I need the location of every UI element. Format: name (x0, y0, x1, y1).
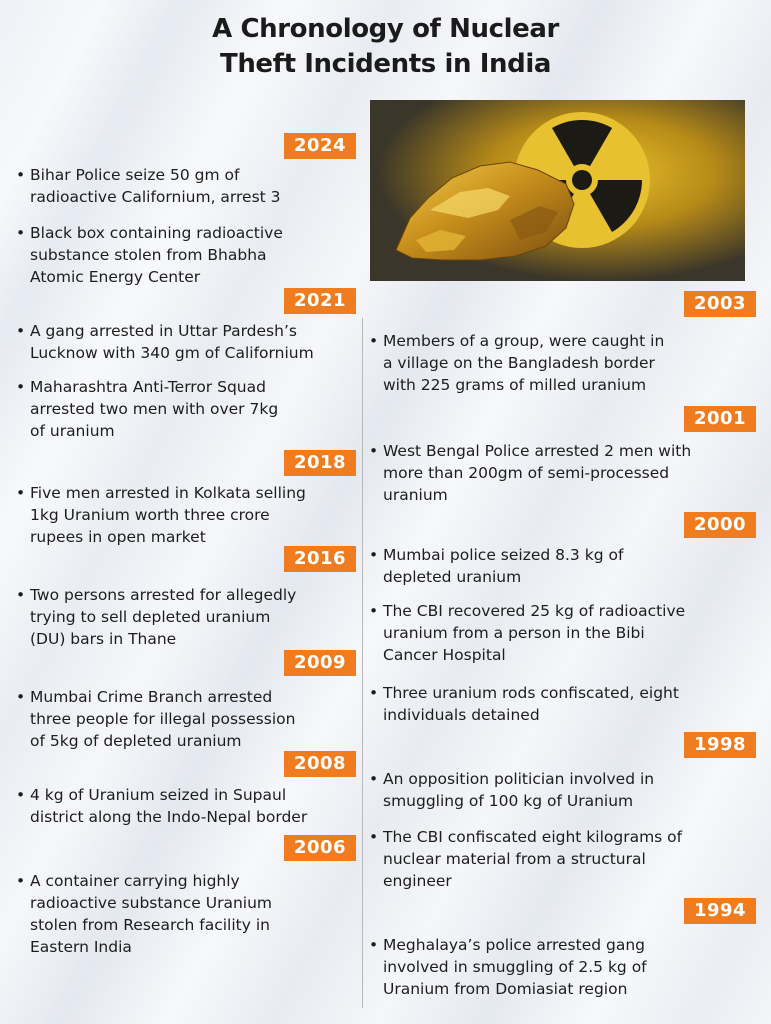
incident-item (16, 482, 366, 548)
incident-item (369, 600, 761, 666)
bullet: • (369, 936, 379, 954)
bullet: • (369, 770, 379, 788)
incident-text: A container carrying highly radioactive substance Uranium stolen from Research facility in Eastern India (30, 872, 273, 956)
incident-text: 4 kg of Uranium seized in Supaul district along the Indo-Nepal border (30, 786, 308, 826)
incident-text: Three uranium rods confiscated, eight individuals detained (383, 684, 679, 724)
incident-item (369, 440, 761, 506)
year-badge-2006: 2006 (284, 835, 356, 861)
year-badge-2021: 2021 (284, 288, 356, 314)
incident-text: The CBI confiscated eight kilograms of nuclear material from a structural engineer (383, 828, 683, 890)
incident-text: West Bengal Police arrested 2 men with more than 200gm of semi-processed uranium (383, 442, 692, 504)
year-badge-2024: 2024 (284, 133, 356, 159)
bullet: • (369, 546, 379, 564)
incident-text: An opposition politician involved in smuggling of 100 kg of Uranium (383, 770, 655, 810)
incident-text: Black box containing radioactive substance stolen from Bhabha Atomic Energy Center (30, 224, 283, 286)
incident-item (16, 222, 366, 288)
incident-item (16, 320, 366, 364)
incident-text: The CBI recovered 25 kg of radioactive uranium from a person in the Bibi Cancer Hospital (383, 602, 686, 664)
incident-text: A gang arrested in Uttar Pardesh’s Lucknow with 340 gm of Californium (30, 322, 314, 362)
year-badge-2016: 2016 (284, 546, 356, 572)
incident-text: Mumbai police seized 8.3 kg of depleted uranium (383, 546, 624, 586)
incident-item (16, 376, 366, 442)
page-title (0, 12, 771, 82)
year-badge-1998: 1998 (684, 732, 756, 758)
year-badge-2003: 2003 (684, 291, 756, 317)
year-badge-2018: 2018 (284, 450, 356, 476)
bullet: • (16, 786, 26, 804)
bullet: • (369, 332, 379, 350)
year-badge-2008: 2008 (284, 751, 356, 777)
bullet: • (16, 586, 26, 604)
bullet: • (16, 166, 26, 184)
bullet: • (16, 484, 26, 502)
incident-item (369, 768, 761, 812)
bullet: • (369, 442, 379, 460)
incident-item (16, 164, 366, 208)
year-badge-2000: 2000 (684, 512, 756, 538)
bullet: • (369, 684, 379, 702)
incident-item (369, 826, 761, 892)
incident-item (369, 682, 761, 726)
title-line-2: Theft Incidents in India (219, 49, 551, 79)
incident-text: Five men arrested in Kolkata selling 1kg Uranium worth three crore rupees in open market (30, 484, 306, 546)
bullet: • (16, 322, 26, 340)
bullet: • (16, 688, 26, 706)
bullet: • (16, 378, 26, 396)
incident-item (16, 686, 366, 752)
bullet: • (16, 872, 26, 890)
incident-text: Members of a group, were caught in a village on the Bangladesh border with 225 grams of milled uranium (383, 332, 665, 394)
incident-text: Mumbai Crime Branch arrested three people for illegal possession of 5kg of depleted uranium (30, 688, 296, 750)
incident-text: Bihar Police seize 50 gm of radioactive Californium, arrest 3 (30, 166, 281, 206)
bullet: • (369, 602, 379, 620)
incident-item (369, 330, 761, 396)
incident-item (16, 584, 366, 650)
year-badge-1994: 1994 (684, 898, 756, 924)
incident-item (16, 784, 366, 828)
year-badge-2009: 2009 (284, 650, 356, 676)
incident-text: Two persons arrested for allegedly trying to sell depleted uranium (DU) bars in Thane (30, 586, 297, 648)
bullet: • (369, 828, 379, 846)
incident-text: Meghalaya’s police arrested gang involved in smuggling of 2.5 kg of Uranium from Domiasiat region (383, 936, 647, 998)
incident-item (16, 870, 366, 958)
uranium-ore-photo (370, 100, 745, 281)
incident-item (369, 544, 761, 588)
incident-item (369, 934, 761, 1000)
year-badge-2001: 2001 (684, 406, 756, 432)
incident-text: Maharashtra Anti-Terror Squad arrested two men with over 7kg of uranium (30, 378, 279, 440)
title-line-1: A Chronology of Nuclear (212, 14, 559, 44)
bullet: • (16, 224, 26, 242)
